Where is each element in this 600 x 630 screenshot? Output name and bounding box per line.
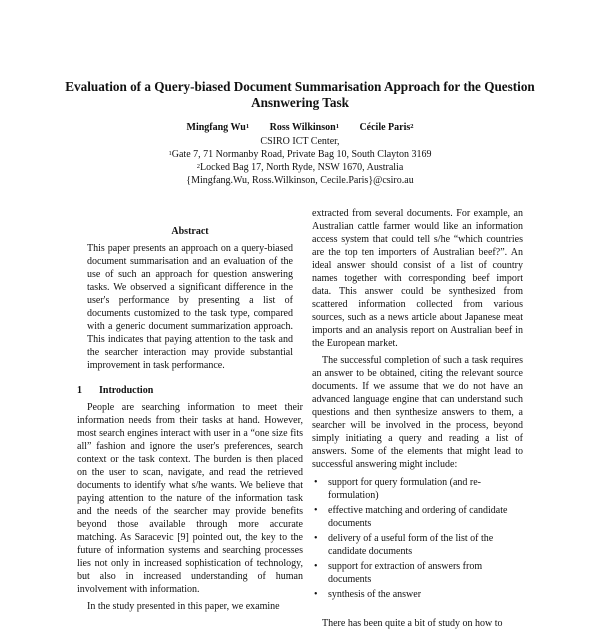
author-3 [359,122,413,133]
element-list [312,476,523,601]
intro-paragraph-1: People are searching information to meet their information needs from their tasks at hand. However, most search engines interact with user in a “one size fits all” fashion and ignore the user's preferences, search context or the task context. The burden is then placed on the user to scan, navigate, and read the retrieved documents to identify what s/he wants. We believe that paying attention to the nature of the information task and the needs of the searcher may provide benefits beyond those available through more accurate matching. As Saracevic [9] pointed out, the key to the future of information systems and searching processes lies not only in increased sophistication of technology, but also in increased understanding of human involvement with information. [77,402,303,595]
author-name: Ross Wilkinson [269,122,336,133]
list-item-text: delivery of a useful form of the list of the candidate documents [328,533,494,557]
body-paragraph-2: The successful completion of such a task requires an answer to be obtained, citing the relevant source documents. If we assume that we do not have an advanced language engine that can understand such questions and then synthesize answers to them, a searcher will be involved in the process, beyond simply initiating a query and reading a list of answers. Some of the elements that might lead to successful answering might include: [312,355,523,470]
author-affil-mark: 1 [245,123,250,130]
abstract-text: This paper presents an approach on a query-biased document summarisation and an evaluation of the use of such an approach for question answering tasks. We observed a significant difference in the user's performance by presenting a list of documents customized to the task type, compared with a generic document summarization approach. This indicates that paying attention to the task and the searcher interaction may provide substantial improvement in task performance. [87,243,293,371]
author-affil-mark: 1 [335,123,339,130]
bullet-glyph: • [314,505,318,516]
affiliations [0,135,600,187]
list-item [314,560,523,586]
list-item [314,588,523,601]
list-item-text: support for extraction of answers from documents [328,561,483,585]
affil-mark: 2 [196,163,200,170]
right-column [312,207,523,630]
paper-title: Evaluation of a Query-biased Document Summarisation Approach for the Question Ansnwering Task [65,79,535,110]
list-item-text: synthesis of the answer [328,589,422,600]
affiliation-org: CSIRO ICT Center, [260,136,340,147]
intro-paragraph-2: In the study presented in this paper, we examine [87,601,280,612]
body-paragraph-3: There has been quite a bit of study on how to [322,618,503,629]
author-affil-mark: 2 [410,123,414,130]
list-item [314,504,523,530]
author-emails: {Mingfang.Wu, Ross.Wilkinson, Cecile.Paris}@csiro.au [186,175,414,186]
affil-mark: 1 [168,150,172,157]
abstract-heading: Abstract [171,226,209,237]
affil-text: Gate 7, 71 Normanby Road, Private Bag 10, South Clayton 3169 [171,149,432,160]
bullet-glyph: • [314,561,318,572]
bullet-glyph: • [314,533,318,544]
list-item-text: support for query formulation (and re-formulation) [328,477,482,501]
author-2 [270,122,339,133]
body-paragraph-1: extracted from several documents. For example, an Australian cattle farmer would like an information access system that could tell s/he “which countries are the top ten importers of Australian beef?”. An ideal answer should consist of a list of country names together with corresponding beef import data. This answer could be synthesized from scattered information collected from various sources, such as a news article about Japanese meat imports and an analysis report on Australian beef in the European market. [312,208,523,349]
list-item [314,476,523,502]
author-name: Mingfang Wu [186,122,246,133]
affiliation-address-2 [0,161,600,174]
bullet-glyph: • [314,477,318,488]
list-item-text: effective matching and ordering of candidate documents [328,505,508,529]
section-number: 1 [77,385,82,396]
author-name: Cécile Paris [359,122,411,133]
author-list [0,122,600,134]
left-column [77,225,303,613]
section-title: Introduction [99,385,154,396]
affiliation-address-1 [0,148,600,161]
affil-text: Locked Bag 17, North Ryde, NSW 1670, Australia [199,162,404,173]
bullet-glyph: • [314,589,318,600]
author-1 [187,122,250,133]
list-item [314,532,523,558]
section-heading-introduction [77,384,303,397]
